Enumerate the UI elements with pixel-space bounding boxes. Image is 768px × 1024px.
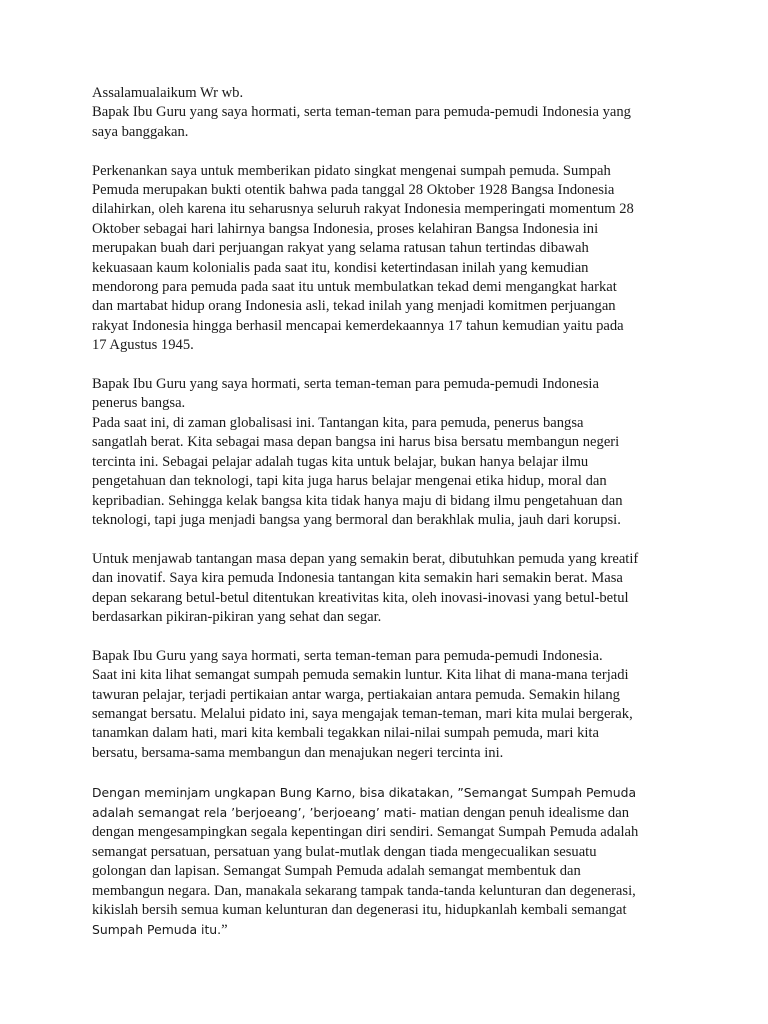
text-line: teknologi, tapi juga menjadi bangsa yang bermoral dan berakhlak mulia, jauh dari korupsi. — [92, 511, 621, 528]
text-line: membangun negara. Dan, manakala sekarang tampak tanda-tanda kelunturan dan degenerasi, — [92, 882, 636, 899]
text-line: kikislah bersih semua kuman kelunturan dan degenerasi itu, hidupkanlah kembali semangat — [92, 901, 627, 918]
text-line: Pemuda merupakan bukti otentik bahwa pada tanggal 28 Oktober 1928 Bangsa Indonesia — [92, 182, 615, 199]
text-line: Saat ini kita lihat semangat sumpah pemuda semakin luntur. Kita lihat di mana-mana terjadi — [92, 667, 629, 684]
text-line: Bapak Ibu Guru yang saya hormati, serta teman-teman para pemuda-pemudi Indonesia. — [92, 647, 603, 664]
text-line — [92, 920, 682, 940]
text-line: Untuk menjawab tantangan masa depan yang semakin berat, dibutuhkan pemuda yang kreatif — [92, 550, 639, 567]
text-line: penerus bangsa. — [92, 395, 186, 412]
text-line: kekuasaan kaum kolonialis pada saat itu, kondisi ketertindasan inilah yang kemudian — [92, 259, 589, 276]
text-line: Perkenankan saya untuk memberikan pidato singkat mengenai sumpah pemuda. Sumpah — [92, 162, 611, 179]
text-line: saya banggakan. — [92, 123, 189, 140]
text-line: tanamkan dalam hati, mari kita kembali tegakkan nilai-nilai sumpah pemuda, mari kita — [92, 725, 599, 742]
paragraph-greeting — [92, 84, 682, 142]
text-line: dan martabat hidup orang Indonesia asli, tekad inilah yang menjadi komitmen perjuangan — [92, 298, 616, 315]
text-line — [92, 783, 682, 803]
text-line: berdasarkan pikiran-pikiran yang sehat dan segar. — [92, 608, 382, 625]
text-line: dilahirkan, oleh karena itu seharusnya seluruh rakyat Indonesia memperingati momentum 28 — [92, 201, 634, 218]
paragraph-unity — [92, 647, 682, 763]
text-line: depan sekarang betul-betul ditentukan kreativitas kita, oleh inovasi-inovasi yang betul-betul — [92, 589, 629, 606]
paragraph-globalization — [92, 375, 682, 530]
quote-sans-segment: adalah semangat rela ’berjoeang’, ’berjoeang’ mati- — [92, 804, 417, 820]
text-line: dan inovatif. Saya kira pemuda Indonesia tantangan kita semakin hari semakin berat. Masa — [92, 570, 623, 587]
text-line: Bapak Ibu Guru yang saya hormati, serta teman-teman para pemuda-pemudi Indonesia yang — [92, 104, 631, 121]
quote-serif-segment: matian dengan penuh idealisme dan — [416, 804, 629, 821]
text-line: sangatlah berat. Kita sebagai masa depan bangsa ini harus bisa bersatu membangun negeri — [92, 434, 620, 451]
quote-final-mark: ” — [221, 922, 228, 939]
paragraph-creativity — [92, 550, 682, 628]
text-line: Assalamualaikum Wr wb. — [92, 85, 244, 101]
text-line: merupakan buah dari perjuangan rakyat yang selama ratusan tahun tertindas dibawah — [92, 240, 589, 257]
text-line: 17 Agustus 1945. — [92, 337, 194, 354]
text-line: golongan dan lapisan. Semangat Sumpah Pemuda adalah semangat membentuk dan — [92, 863, 581, 880]
text-line: bersatu, bersama-sama membangun dan menajukan negeri tercinta ini. — [92, 744, 504, 761]
text-line: rakyat Indonesia hingga berhasil mencapai kemerdekaannya 17 tahun kemudian yaitu pada — [92, 317, 624, 334]
quote-final-sans: Sumpah Pemuda itu. — [92, 922, 222, 938]
text-line: Bapak Ibu Guru yang saya hormati, serta teman-teman para pemuda-pemudi Indonesia — [92, 376, 599, 393]
quote-lead-text: Dengan meminjam ungkapan Bung Karno, bisa dikatakan, ”Semangat Sumpah Pemuda — [92, 784, 637, 800]
text-line: semangat persatuan, persatuan yang bulat-mutlak dengan tiada mengecualikan sesuatu — [92, 843, 597, 860]
text-line: mendorong para pemuda pada saat itu untuk membulatkan tekad demi mengangkat harkat — [92, 279, 617, 296]
text-line: kepribadian. Sehingga kelak bangsa kita tidak hanya maju di bidang ilmu pengetahuan dan — [92, 492, 623, 509]
text-line: pengetahuan dan teknologi, tapi kita juga harus belajar mengenai etika hidup, moral dan — [92, 473, 607, 490]
paragraph-closing-quote — [92, 783, 682, 941]
text-line: dengan mengesampingkan segala kepentingan diri sendiri. Semangat Sumpah Pemuda adalah — [92, 824, 639, 841]
text-line: tercinta ini. Sebagai pelajar adalah tugas kita untuk belajar, bukan hanya belajar ilmu — [92, 453, 589, 470]
text-line: Oktober sebagai hari lahirnya bangsa Indonesia, proses kelahiran Bangsa Indonesia ini — [92, 220, 599, 237]
text-line: tawuran pelajar, terjadi pertikaian antar warga, pertiakaian antara pemuda. Semakin hilang — [92, 686, 620, 703]
document-page — [92, 84, 682, 960]
text-line: semangat bersatu. Melalui pidato ini, saya mengajak teman-teman, mari kita mulai bergerak, — [92, 705, 633, 722]
text-line — [92, 803, 682, 823]
text-line: Pada saat ini, di zaman globalisasi ini. Tantangan kita, para pemuda, penerus bangsa — [92, 414, 584, 431]
paragraph-introduction — [92, 162, 682, 356]
